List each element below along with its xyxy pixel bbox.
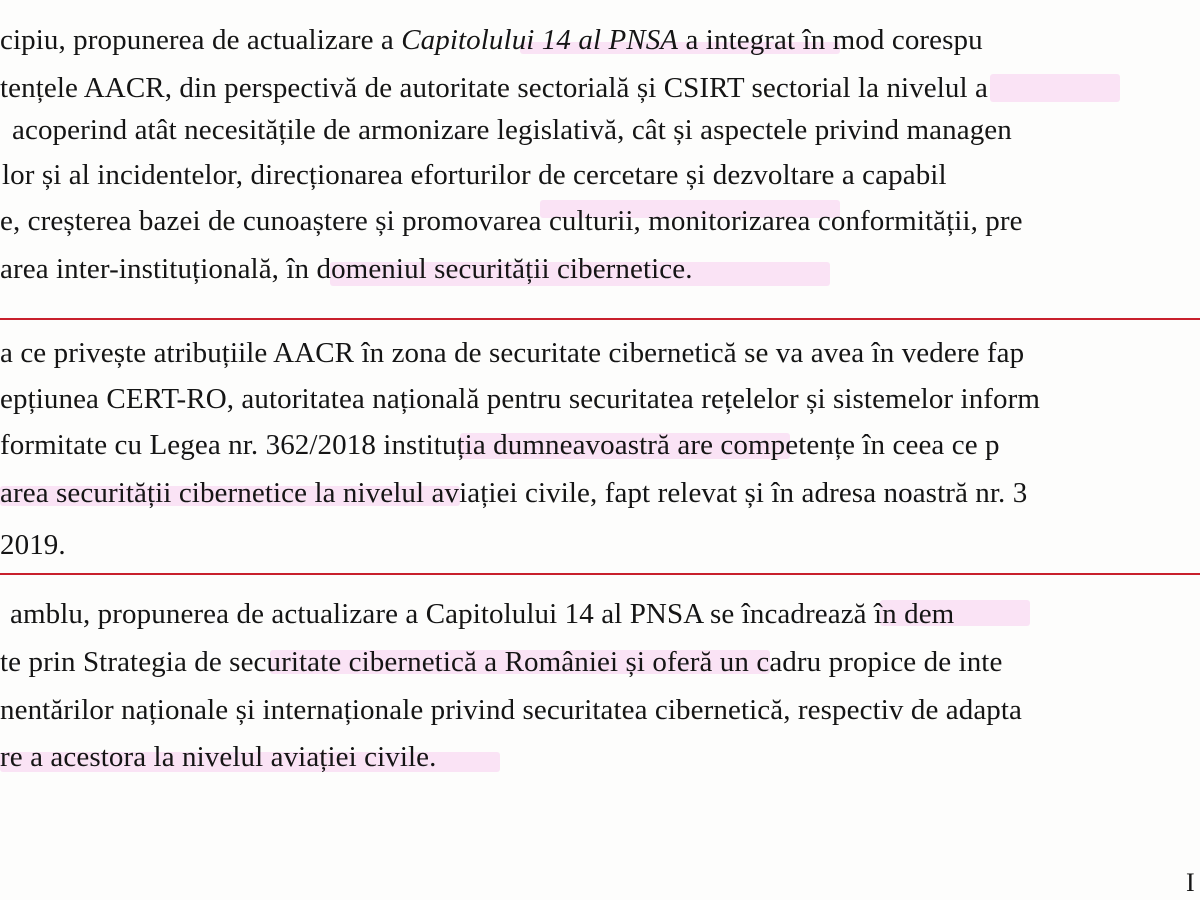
- paragraph-1-line-1-lead: cipiu, propunerea de actualizare a: [0, 24, 402, 56]
- paragraph-3-line-1: amblu, propunerea de actualizare a Capitolului 14 al PNSA se încadrează în dem: [10, 598, 955, 630]
- page-corner-mark: I: [1186, 868, 1195, 897]
- paragraph-1-line-3: acoperind atât necesitățile de armonizare legislativă, cât și aspectele privind managen: [12, 114, 1012, 146]
- paragraph-1-line-1: [0, 22, 1200, 62]
- highlight-mark: [990, 74, 1120, 102]
- paragraph-1-line-6: area inter-instituțională, în domeniul securității cibernetice.: [0, 253, 693, 285]
- paragraph-1-line-4: lor și al incidentelor, direcționarea eforturilor de cercetare și dezvoltare a capabil: [2, 159, 947, 191]
- paragraph-1-line-2: tențele AACR, din perspectivă de autoritate sectorială și CSIRT sectorial la nivelul a: [0, 72, 989, 104]
- paragraph-1-line-5: e, creșterea bazei de cunoaștere și promovarea culturii, monitorizarea conformității, pre: [0, 205, 1023, 237]
- paragraph-3-line-2: te prin Strategia de securitate cibernetică a României și oferă un cadru propice de inte: [0, 646, 1003, 678]
- paragraph-2-line-4: area securității cibernetice la nivelul aviației civile, fapt relevat și în adresa noastră nr. 3: [0, 477, 1028, 509]
- separator-line: [0, 573, 1200, 575]
- paragraph-3-line-3: nentărilor naționale și internaționale privind securitatea cibernetică, respectiv de adapta: [0, 694, 1023, 726]
- chapter-reference: Capitolului 14 al PNSA: [401, 24, 679, 56]
- paragraph-2-line-5: 2019.: [0, 529, 66, 561]
- paragraph-1-line-1-tail: a integrat în mod corespu: [678, 24, 983, 56]
- separator-line: [0, 318, 1200, 320]
- paragraph-2-line-3: formitate cu Legea nr. 362/2018 instituția dumneavoastră are competențe în ceea ce p: [0, 429, 1000, 461]
- paragraph-2-line-1: a ce privește atribuțiile AACR în zona de securitate cibernetică se va avea în vedere fap: [0, 337, 1025, 369]
- paragraph-2-line-2: epțiunea CERT-RO, autoritatea națională pentru securitatea rețelelor și sistemelor inform: [0, 383, 1041, 415]
- paragraph-3-line-4: re a acestora la nivelul aviației civile.: [0, 741, 437, 773]
